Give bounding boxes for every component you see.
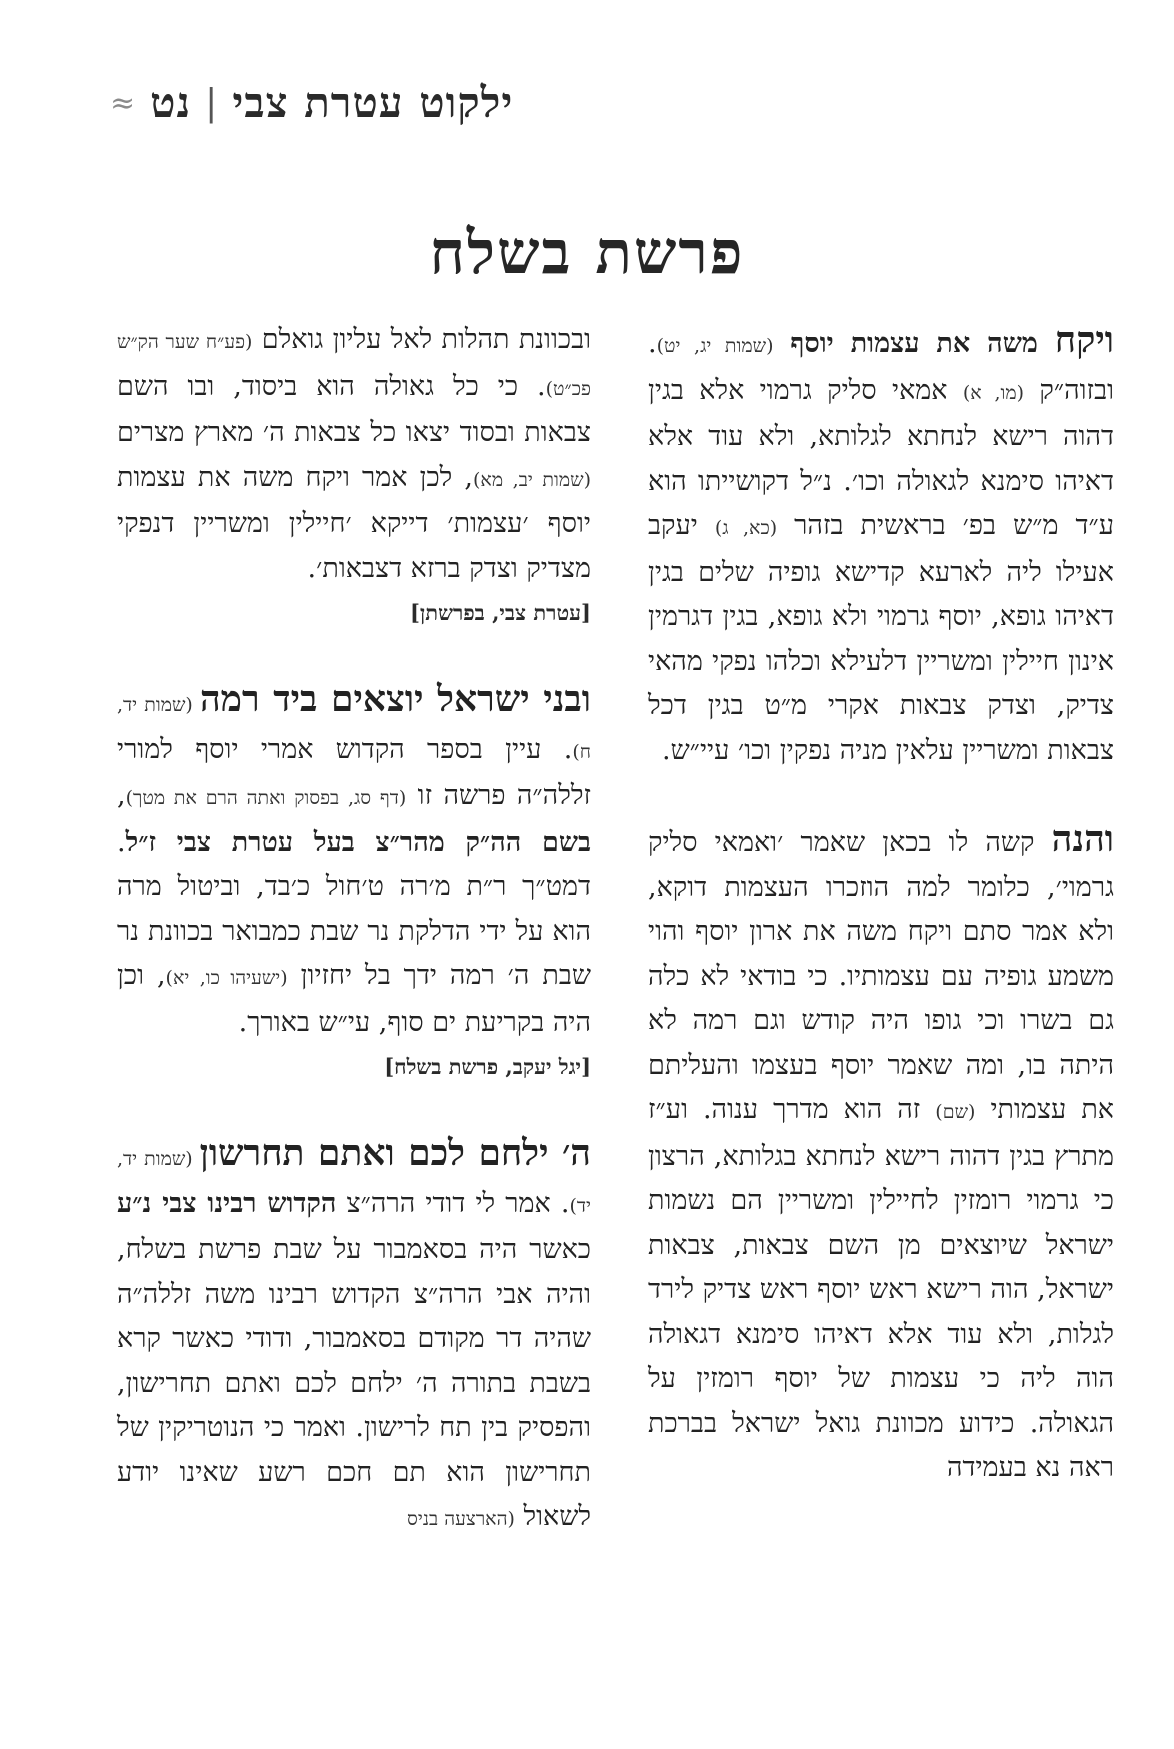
paragraph-hashem-yilachem xyxy=(117,1131,591,1542)
left-column xyxy=(117,318,591,1542)
reference: (דף סג, בפסוק ואתה הרם את מטך) xyxy=(125,787,407,809)
head-separator: | xyxy=(205,82,219,124)
body-text: . אמר לי דודי הרה״צ xyxy=(336,1187,570,1219)
ornament-icon: ≈ xyxy=(110,85,137,121)
book-title: ילקוט עטרת צבי xyxy=(232,78,514,127)
reference: (ישעיהו כו, יא) xyxy=(165,967,288,989)
paragraph-uvnei-yisrael xyxy=(117,677,591,1045)
paragraph-vayikach xyxy=(648,318,1114,773)
reference: (שם) xyxy=(935,1101,976,1123)
source-citation: [יגל יעקב, פרשת בשלח] xyxy=(384,1054,591,1079)
verse-head: משה את עצמות יוסף xyxy=(773,328,1055,359)
body-text: . עיין בספר הקדוש אמרי יוסף למורי זללה״ה פרשה זו xyxy=(117,733,591,811)
verse-reference: (שמות יג, יט) xyxy=(656,335,774,357)
body-text: קשה לו בכאן שאמר ׳ואמאי סליק גרמוי׳, כלומר למה הוזכרו העצמות דוקא, ולא אמר סתם ויקח משה את ארון יוסף והוי משמע גופיה עם עצמותיו. כי בודאי לא כלה גם בשרו וכי גופו היה קודש וגם רמה לא היתה בו, ומה שאמר יוסף בעצמו והעליתם את עצמותי xyxy=(648,827,1114,1125)
right-column xyxy=(648,318,1114,1491)
verse-reference: (שמות יד, יד) xyxy=(117,1148,591,1217)
body-text: זה הוא מדרך ענוה. וע״ז מתרץ בגין דהוה רישא לנחתא בגלותא, הרצון כי גרמוי רומזין לחיילין ומשריין הם נשמות ישראל שיוצאים מן השם צבאות, צבאות ישראל, הוה רישא ראש יוסף ראש צדיק לירד לגלות, ולא עוד אלא דאיהו סימנא דגאולה הוה ליה כי עצמות של יוסף רומזין על הגאולה. כידוע מכוונת גואל ישראל בברכת ראה נא בעמידה xyxy=(648,1094,1114,1483)
body-text: . כי כל גאולה הוא ביסוד, ובו השם צבאות ובסוד יצאו כל צבאות ה׳ מארץ מצרים xyxy=(117,370,591,448)
body-text: . דמט״ך ר״ת מ׳רה ט׳חול כ׳בד, וביטול מרה הוא על ידי הדלקת נר שבת כמבואר בכוונת נר שבת ה׳ רמה ידך בל יחזיון xyxy=(117,826,591,991)
parasha-title: פרשת בשלח xyxy=(429,218,745,288)
paragraph-gap xyxy=(648,773,1114,817)
reference: (כא, ג) xyxy=(714,517,778,539)
body-text: כאשר היה בסאמבור על שבת פרשת בשלח, והיה אבי הרה״צ הקדוש רבינו משה זללה״ה שהיה דר מקודם בסאמבור, ודודי כאשר קרא בשבת בתורה ה׳ ילחם לכם ואתם תחרישון, והפסיק בין תח לרישון. ואמר כי הנוטריקין של תחרישון הוא תם חכם רשע שאינו יודע לשאול xyxy=(117,1234,591,1532)
paragraph-vehineh xyxy=(648,817,1114,1491)
body-text: . ובזוה״ק xyxy=(648,328,1114,406)
reference: (מו, א) xyxy=(962,381,1025,404)
page-number: נט xyxy=(150,78,192,127)
source-citation: [עטרת צבי, בפרשתן] xyxy=(409,600,591,625)
lead-word: והנה xyxy=(1051,818,1114,860)
verse-head: ובני ישראל יוצאים ביד רמה xyxy=(199,678,591,720)
paragraph-tehilot xyxy=(117,318,591,591)
reference: (שמות יב, מא) xyxy=(473,468,591,491)
verse-head: ה׳ ילחם לכם ואתם תחרשון xyxy=(199,1132,591,1174)
bold-text: בשם הה״ק מהר״צ בעל עטרת צבי ז״ל xyxy=(125,826,591,858)
running-head xyxy=(110,78,513,128)
reference: (הארצעה בניס xyxy=(407,1508,515,1530)
paragraph-gap xyxy=(117,1087,591,1131)
bold-text: הקדוש רבינו צבי נ״ע xyxy=(117,1187,337,1219)
body-text: ובכוונת תהלות לאל עליון גואלם xyxy=(252,324,591,355)
lead-word: ויקח xyxy=(1054,319,1114,361)
body-text: , xyxy=(117,780,126,811)
body-text: , לכן אמר ויקח משה את עצמות יוסף ׳עצמות׳ דייקא ׳חיילין ומשריין דנפקי מצדיק וצדק ברזא דצבאות׳. xyxy=(117,461,591,584)
body-text: אמאי סליק גרמוי אלא בגין דהוה רישא לנחתא לגלותא, ולא עוד אלא דאיהו סימנא לגאולה וכו׳. נ״ל דקושייתו הוא ע״ד מ״ש בפ׳ בראשית בזהר xyxy=(648,374,1115,541)
reference: (פע״ח שער הק״ש פכ״ט) xyxy=(117,331,591,400)
verse-reference: (שמות יד, ח) xyxy=(117,694,591,763)
body-text: , וכן היה בקריעת ים סוף, עי״ש באורך. xyxy=(117,960,591,1038)
body-text: יעקב אעילו ליה לארעא קדישא גופיה שלים בגין דאיהו גופא, יוסף גרמוי ולא גופא, בגין דגרמין אינון חיילין ומשריין דלעילא וכלהו נפקי מהאי צדיק, וצדק צבאות אקרי מ״ט בגין דכל צבאות ומשריין עלאין מניה נפקין וכו׳ עיי״ש. xyxy=(648,510,1114,766)
paragraph-gap xyxy=(117,633,591,677)
